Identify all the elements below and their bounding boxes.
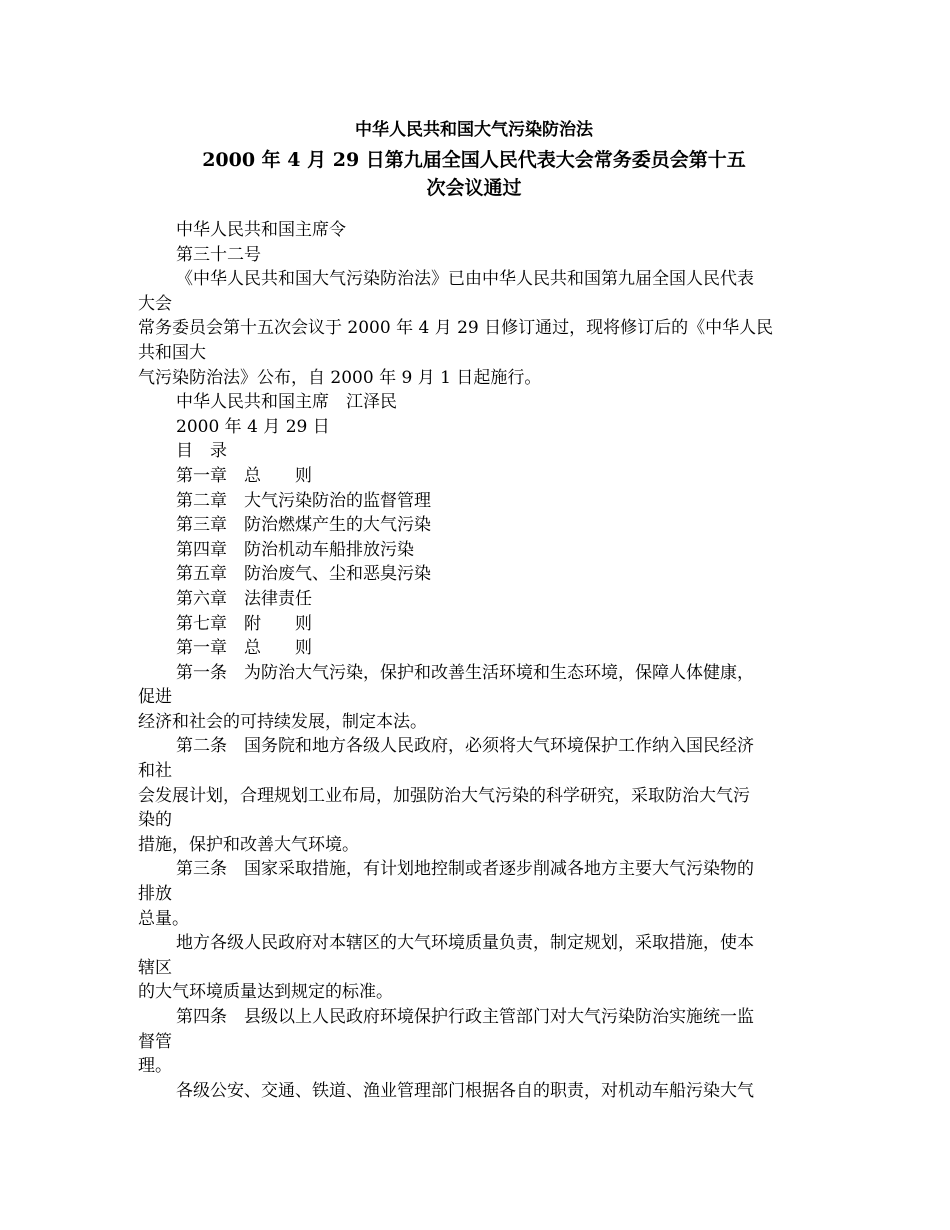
text-line: 督管 bbox=[138, 1031, 172, 1052]
text-line: 措施，保护和改善大气环境。 bbox=[138, 834, 359, 855]
text-line: 第四章 防治机动车船排放污染 bbox=[176, 539, 414, 560]
text-line: 辖区 bbox=[138, 957, 172, 978]
text-line: 《中华人民共和国大气污染防治法》已由中华人民共和国第九届全国人民代表 bbox=[176, 269, 754, 290]
text-line: 第一章 总 则 bbox=[176, 638, 312, 659]
text-line: 第二章 大气污染防治的监督管理 bbox=[176, 490, 431, 511]
text-line: 2000 年 4 月 29 日 bbox=[176, 416, 330, 437]
text-line: 第一条 为防治大气污染，保护和改善生活环境和生态环境，保障人体健康， bbox=[176, 662, 754, 683]
text-line: 第六章 法律责任 bbox=[176, 588, 312, 609]
text-line: 的大气环境质量达到规定的标准。 bbox=[138, 982, 393, 1003]
text-line: 染的 bbox=[138, 810, 172, 831]
text-line: 第七章 附 则 bbox=[176, 613, 312, 634]
text-line: 中华人民共和国主席令 bbox=[176, 220, 346, 240]
text-line: 总量。 bbox=[138, 908, 189, 929]
subtitle-line-2: 次会议通过 bbox=[426, 177, 522, 199]
text-line: 各级公安、交通、铁道、渔业管理部门根据各自的职责，对机动车船污染大气 bbox=[176, 1080, 754, 1101]
subtitle-line-1: 2000 年 4 月 29 日第九届全国人民代表大会常务委员会第十五 bbox=[202, 149, 746, 171]
text-line: 第四条 县级以上人民政府环境保护行政主管部门对大气污染防治实施统一监 bbox=[176, 1007, 754, 1027]
text-line: 经济和社会的可持续发展，制定本法。 bbox=[138, 711, 427, 732]
document-title: 中华人民共和国大气污染防治法 bbox=[355, 120, 593, 140]
text-line: 气污染防治法》公布，自 2000 年 9 月 1 日起施行。 bbox=[138, 367, 542, 388]
text-line: 大会 bbox=[138, 293, 172, 314]
document-body bbox=[138, 218, 810, 1103]
text-line: 目 录 bbox=[176, 441, 227, 462]
text-line: 共和国大 bbox=[138, 342, 206, 363]
text-line: 第五章 防治废气、尘和恶臭污染 bbox=[176, 564, 431, 585]
text-line: 第三章 防治燃煤产生的大气污染 bbox=[176, 515, 431, 536]
text-line: 促进 bbox=[138, 687, 172, 708]
text-line: 会发展计划，合理规划工业布局，加强防治大气污染的科学研究，采取防治大气污 bbox=[138, 785, 750, 806]
text-line: 第二条 国务院和地方各级人民政府，必须将大气环境保护工作纳入国民经济 bbox=[176, 736, 754, 757]
document-subtitle bbox=[138, 146, 810, 202]
text-line: 第三条 国家采取措施，有计划地控制或者逐步削减各地方主要大气污染物的 bbox=[176, 859, 754, 880]
text-line: 排放 bbox=[138, 884, 172, 905]
text-line: 常务委员会第十五次会议于 2000 年 4 月 29 日修订通过，现将修订后的《中华人民 bbox=[138, 318, 774, 339]
text-line: 地方各级人民政府对本辖区的大气环境质量负责，制定规划，采取措施，使本 bbox=[176, 933, 754, 954]
text-line: 第一章 总 则 bbox=[176, 465, 312, 486]
text-line: 第三十二号 bbox=[176, 244, 261, 265]
text-line: 理。 bbox=[138, 1056, 172, 1077]
text-line: 中华人民共和国主席 江泽民 bbox=[176, 392, 397, 413]
text-line: 和社 bbox=[138, 761, 172, 782]
